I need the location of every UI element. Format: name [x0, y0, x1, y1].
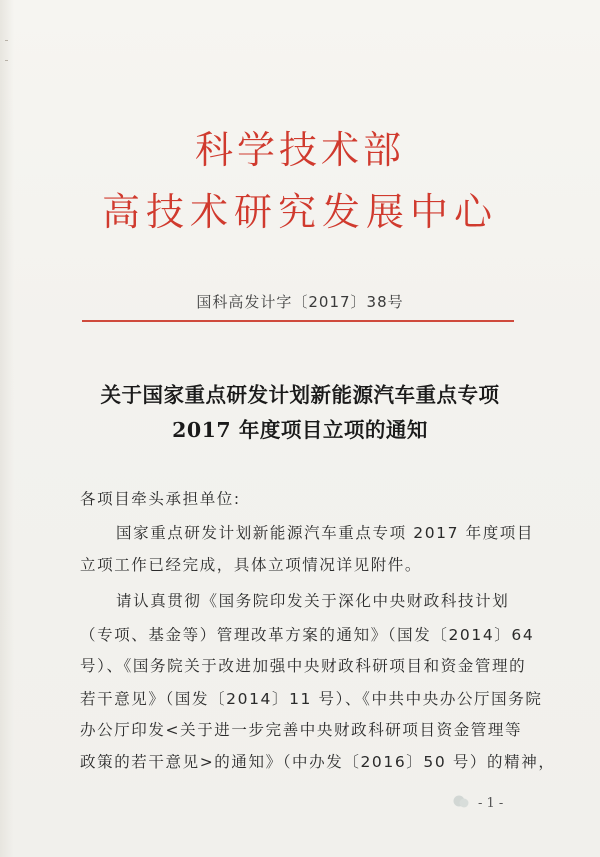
red-divider-line [82, 320, 514, 322]
notice-title-line1: 关于国家重点研发计划新能源汽车重点专项 [100, 383, 500, 407]
paragraph2-line: 政策的若干意见>的通知》（中办发〔2016〕50 号）的精神， [80, 753, 556, 771]
paragraph2-line: （专项、基金等）管理改革方案的通知》（国发〔2014〕64 [80, 626, 535, 644]
salutation: 各项目牵头承担单位: [80, 490, 241, 508]
scan-mark [5, 40, 8, 41]
notice-title-line2: 2017 年度项目立项的通知 [172, 418, 428, 442]
paragraph2-line: 办公厅印发<关于进一步完善中央财政科研项目资金管理等 [80, 721, 523, 739]
paragraph2-line: 请认真贯彻《国务院印发关于深化中央财政科技计划 [116, 592, 510, 610]
paragraph2-line: 若干意见》（国发〔2014〕11 号）、《中共中央办公厅国务院 [80, 690, 543, 708]
issuer-name-line1: 科学技术部 [194, 128, 405, 172]
wechat-watermark-icon [452, 793, 470, 811]
paragraph1-line: 国家重点研发计划新能源汽车重点专项 2017 年度项目 [116, 524, 535, 542]
page-number: - 1 - [478, 796, 504, 811]
scan-mark [5, 60, 8, 61]
issuer-name-line2: 高技术研究发展中心 [101, 190, 498, 234]
paragraph1-line: 立项工作已经完成，具体立项情况详见附件。 [80, 556, 423, 574]
document-number: 国科高发计字〔2017〕38号 [196, 293, 404, 311]
paragraph2-line: 号）、《国务院关于改进加强中央财政科研项目和资金管理的 [80, 657, 527, 675]
